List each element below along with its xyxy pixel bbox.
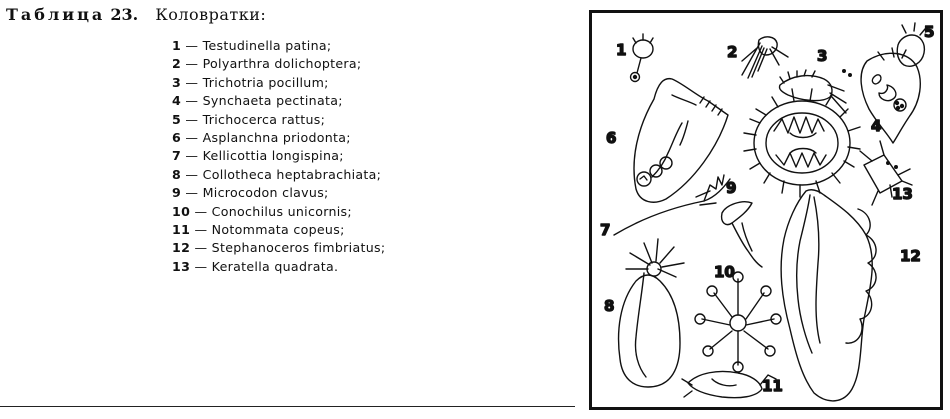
figure-label-4: 4 [871,117,882,135]
table-number: 23. [110,5,139,24]
illustration-kellicottia [614,175,730,235]
legend-item-12: 12 — Stephanoceros fimbriatus; [172,240,386,256]
legend-item-8: 8 — Collotheca heptabrachiata; [172,166,382,182]
footer-rule [0,406,575,407]
table-heading [6,5,266,24]
legend-item-10: 10 — Conochilus unicornis; [172,203,352,219]
legend-item-3: 3 — Trichotria pocillum; [172,74,329,90]
legend-item-11: 11 — Notommata copeus; [172,221,345,237]
figure-label-8: 8 [604,297,615,315]
illustration-trichotria [779,70,851,113]
illustration-collotheca [619,239,684,387]
figure-label-9: 9 [726,179,737,197]
illustration-conochilus [695,272,781,372]
figure-label-6: 6 [606,129,617,147]
illustration-polyarthra [742,37,788,78]
figure-label-7: 7 [600,221,611,239]
rotifer-plate [589,10,943,410]
figure-label-5: 5 [924,23,935,41]
species-legend [172,37,385,276]
table-label: Таблица [6,5,106,24]
figure-label-12: 12 [900,247,921,265]
legend-item-6: 6 — Asplanchna priodonta; [172,129,351,145]
legend-item-9: 9 — Microcodon clavus; [172,185,329,201]
figure-label-10: 10 [714,263,735,281]
figure-label-3: 3 [817,47,828,65]
figure-label-2: 2 [727,43,738,61]
illustration-stephanoceros-body [781,190,876,401]
illustration-stephanoceros [744,89,860,197]
figure-label-13: 13 [892,185,913,203]
figure-label-1: 1 [616,41,627,59]
legend-item-4: 4 — Synchaeta pectinata; [172,93,343,109]
illustration-testudinella [631,34,654,82]
legend-item-1: 1 — Testudinella patina; [172,38,332,53]
illustration-microcodon [722,202,762,267]
legend-item-7: 7 — Kellicottia longispina; [172,148,344,164]
illustration-asplanchna [634,79,728,203]
rotifer-drawings [592,13,940,407]
legend-item-5: 5 — Trichocerca rattus; [172,111,326,127]
illustration-synchaeta [861,48,920,143]
table-title: Коловратки: [155,5,267,24]
legend-item-2: 2 — Polyarthra dolichoptera; [172,56,362,72]
figure-label-11: 11 [762,377,783,395]
legend-item-13: 13 — Keratella quadrata. [172,258,339,274]
